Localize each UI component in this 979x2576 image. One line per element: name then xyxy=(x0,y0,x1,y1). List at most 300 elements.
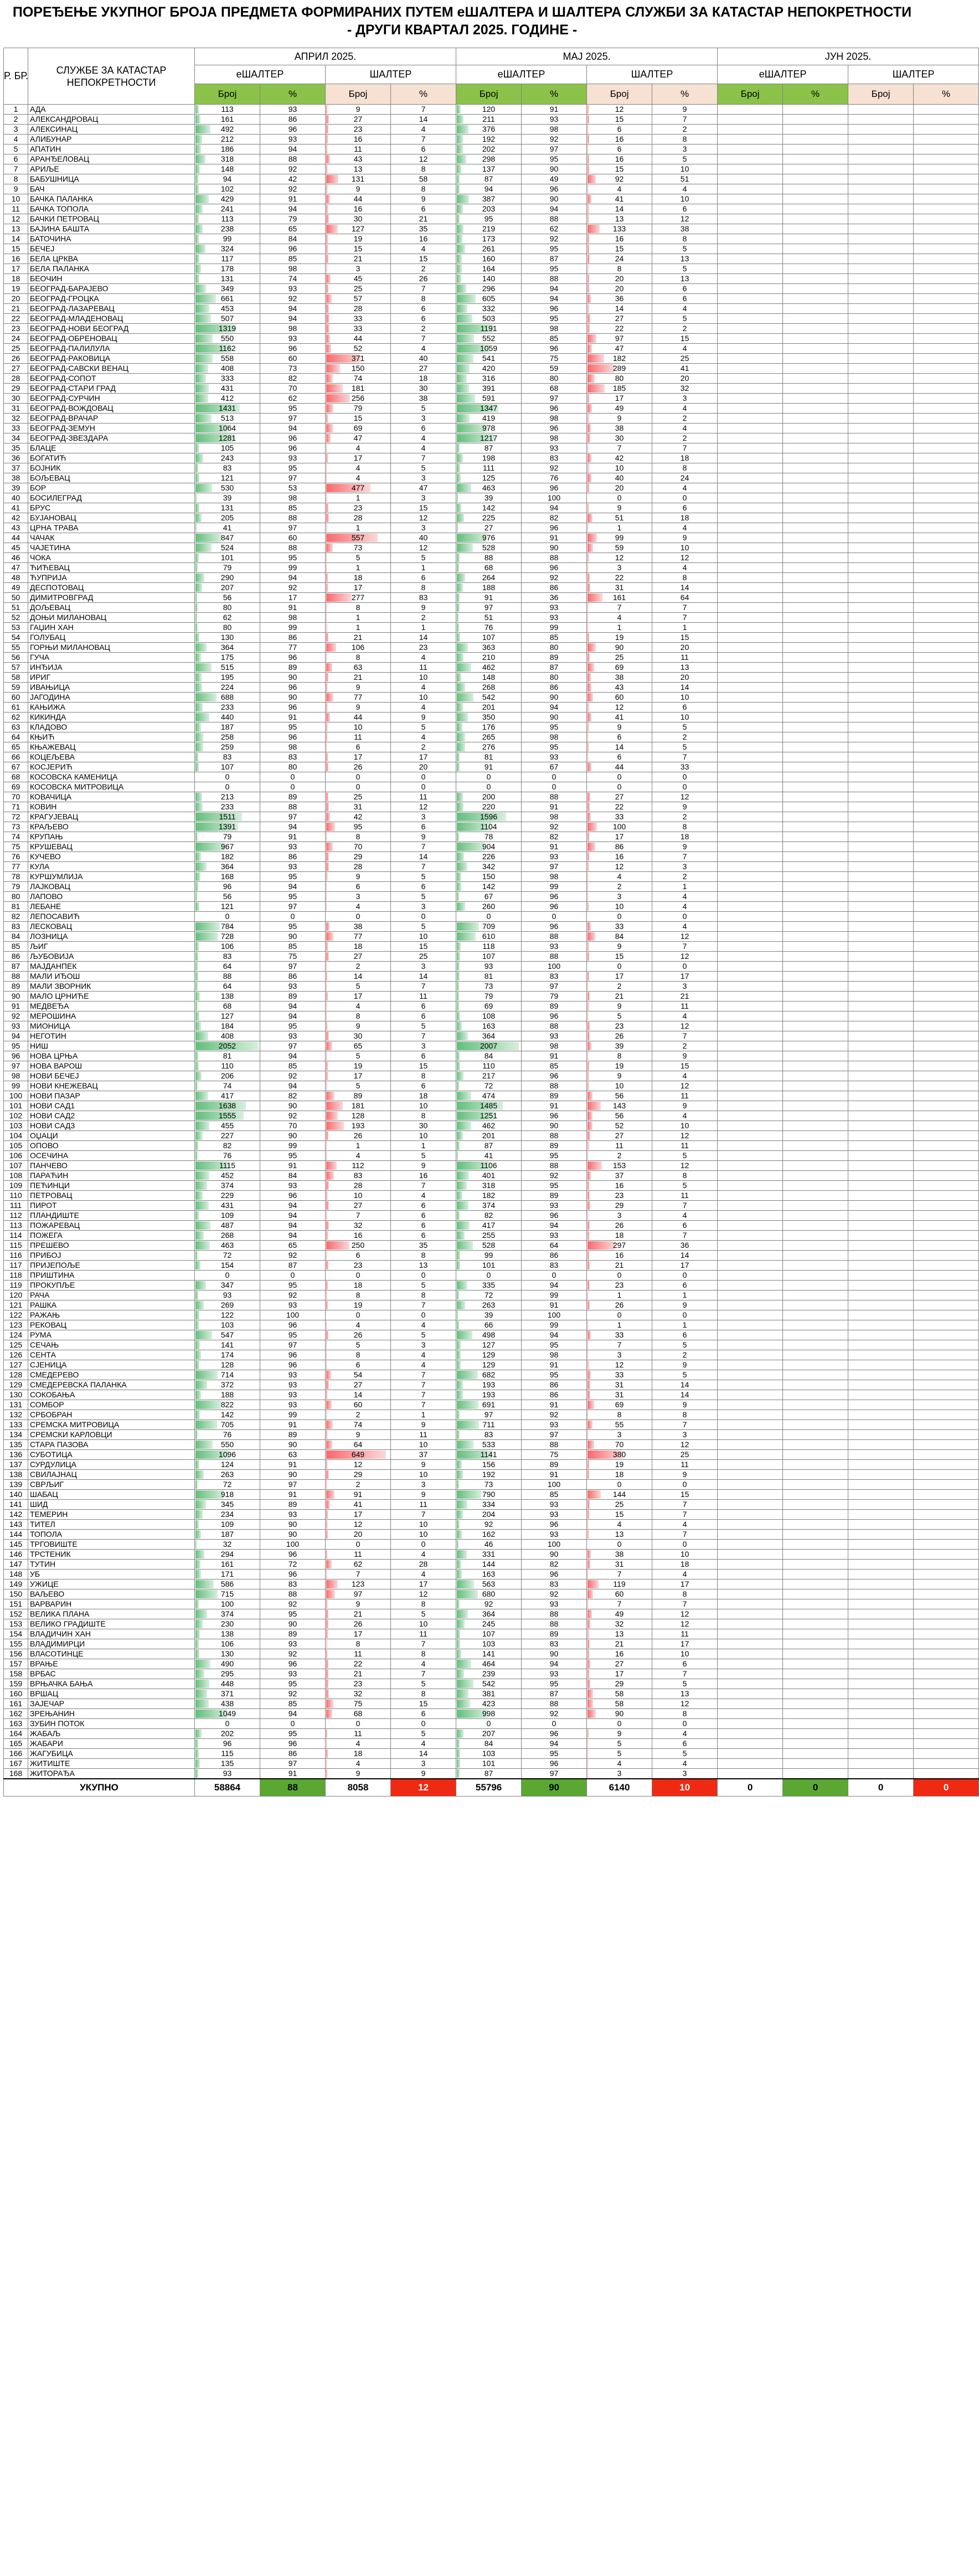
jun-eshalter-count xyxy=(718,284,783,294)
count-value: 83 xyxy=(484,1430,493,1439)
jun-shalter-count xyxy=(848,583,914,593)
may-shalter-pct: 11 xyxy=(652,1460,718,1470)
eshalter-databar xyxy=(195,235,199,243)
may-eshalter-pct: 94 xyxy=(522,204,587,214)
eshalter-databar xyxy=(457,1291,459,1299)
may-eshalter-pct: 99 xyxy=(522,1320,587,1330)
row-number: 153 xyxy=(4,1619,28,1629)
table-row xyxy=(4,1579,979,1589)
eshalter-databar xyxy=(457,1201,468,1210)
shalter-databar xyxy=(588,1301,590,1309)
apr-shalter-pct: 9 xyxy=(391,1490,456,1500)
shalter-databar xyxy=(326,394,350,402)
jun-shalter-pct xyxy=(914,1161,979,1171)
count-value: 80 xyxy=(223,623,232,632)
may-shalter-pct: 4 xyxy=(652,1570,718,1579)
apr-eshalter-pct: 93 xyxy=(260,1400,326,1410)
shalter-databar xyxy=(588,1530,589,1539)
count-value: 5 xyxy=(617,1749,622,1758)
apr-eshalter-count xyxy=(195,274,260,284)
apr-shalter-pct: 8 xyxy=(391,294,456,304)
may-shalter-pct: 5 xyxy=(652,1151,718,1161)
jun-eshalter-count xyxy=(718,1410,783,1420)
eshalter-databar xyxy=(195,454,203,462)
service-name: ЗУБИН ПОТОК xyxy=(28,1719,195,1729)
may-eshalter-count xyxy=(456,613,522,623)
shalter-databar xyxy=(326,1680,328,1688)
may-shalter-pct: 18 xyxy=(652,453,718,463)
apr-shalter-count xyxy=(326,952,391,962)
apr-shalter-count xyxy=(326,1011,391,1021)
table-row xyxy=(4,842,979,852)
jun-shalter-pct xyxy=(914,1330,979,1340)
may-eshalter-pct: 97 xyxy=(522,394,587,404)
count-value: 9 xyxy=(355,1769,360,1778)
jun-shalter-count xyxy=(848,1281,914,1290)
may-shalter-pct: 41 xyxy=(652,364,718,374)
count-value: 13 xyxy=(615,1629,624,1638)
eshalter-databar xyxy=(195,215,199,223)
shalter-databar xyxy=(588,863,589,871)
apr-eshalter-pct: 99 xyxy=(260,563,326,573)
shalter-databar xyxy=(588,295,591,303)
count-value: 9 xyxy=(617,942,622,951)
may-shalter-count xyxy=(587,1310,652,1320)
apr-shalter-count xyxy=(326,1729,391,1739)
eshalter-databar xyxy=(195,1291,198,1299)
count-value: 220 xyxy=(482,802,496,811)
count-value: 1096 xyxy=(218,1450,236,1459)
jun-shalter-pct xyxy=(914,1151,979,1161)
eshalter-databar xyxy=(457,663,471,672)
apr-shalter-count xyxy=(326,972,391,982)
eshalter-databar xyxy=(195,1132,203,1140)
eshalter-databar xyxy=(457,1560,461,1568)
eshalter-databar xyxy=(457,285,466,293)
jun-shalter-count xyxy=(848,1550,914,1560)
table-row xyxy=(4,1350,979,1360)
count-value: 62 xyxy=(223,613,232,622)
shalter-databar xyxy=(588,314,590,323)
apr-eshalter-pct: 93 xyxy=(260,862,326,872)
may-shalter-pct: 13 xyxy=(652,663,718,673)
may-eshalter-pct: 100 xyxy=(522,1310,587,1320)
may-shalter-count xyxy=(587,1440,652,1450)
count-value: 103 xyxy=(220,1320,234,1329)
count-value: 8 xyxy=(617,1410,622,1419)
row-number: 39 xyxy=(4,483,28,493)
apr-shalter-count xyxy=(326,802,391,812)
may-shalter-count xyxy=(587,623,652,633)
jun-shalter-pct xyxy=(914,1609,979,1619)
shalter-databar xyxy=(588,285,589,293)
count-value: 148 xyxy=(220,164,234,173)
count-value: 213 xyxy=(220,792,234,801)
apr-shalter-count xyxy=(326,204,391,214)
apr-eshalter-pct: 88 xyxy=(260,513,326,523)
apr-eshalter-count xyxy=(195,294,260,304)
jun-eshalter-pct xyxy=(783,1340,848,1350)
jun-eshalter-pct xyxy=(783,822,848,832)
apr-shalter-count xyxy=(326,214,391,224)
apr-shalter-pct: 7 xyxy=(391,1300,456,1310)
table-row xyxy=(4,1599,979,1609)
eshalter-databar xyxy=(195,1371,218,1379)
apr-shalter-count xyxy=(326,1051,391,1061)
jun-shalter-pct xyxy=(914,1530,979,1540)
count-value: 11 xyxy=(354,1729,362,1738)
count-value: 200 xyxy=(482,792,496,801)
jun-shalter-pct xyxy=(914,354,979,364)
may-shalter-pct: 6 xyxy=(652,1739,718,1749)
apr-eshalter-count xyxy=(195,164,260,174)
may-eshalter-count xyxy=(456,762,522,772)
count-value: 289 xyxy=(612,364,626,373)
count-value: 408 xyxy=(220,1031,234,1040)
may-shalter-count xyxy=(587,1530,652,1540)
count-value: 46 xyxy=(484,1540,493,1548)
jun-shalter-pct xyxy=(914,1570,979,1579)
eshalter-databar xyxy=(457,444,460,452)
may-eshalter-pct: 94 xyxy=(522,1739,587,1749)
may-shalter-count xyxy=(587,972,652,982)
apr-eshalter-count xyxy=(195,1211,260,1221)
row-number: 104 xyxy=(4,1131,28,1141)
service-name: КЊАЖЕВАЦ xyxy=(28,742,195,752)
jun-eshalter-pct xyxy=(783,324,848,334)
count-value: 32 xyxy=(223,1540,232,1548)
may-eshalter-count xyxy=(456,772,522,782)
may-shalter-count xyxy=(587,344,652,354)
jun-eshalter-pct xyxy=(783,374,848,384)
shalter-databar xyxy=(588,1710,596,1718)
totals-label: УКУПНО xyxy=(4,1779,195,1797)
jun-eshalter-count xyxy=(718,174,783,184)
jun-shalter-pct xyxy=(914,653,979,663)
count-value: 20 xyxy=(615,284,624,293)
may-eshalter-count xyxy=(456,354,522,364)
service-name: ВРЊАЧКА БАЊА xyxy=(28,1679,195,1689)
may-shalter-pct: 6 xyxy=(652,703,718,713)
shalter-databar xyxy=(326,544,333,552)
apr-shalter-pct: 4 xyxy=(391,344,456,354)
apr-eshalter-count xyxy=(195,194,260,204)
shalter-databar xyxy=(588,404,592,412)
jun-eshalter-count xyxy=(718,1211,783,1221)
shalter-databar xyxy=(588,942,589,951)
eshalter-databar xyxy=(195,364,208,373)
jun-shalter-count xyxy=(848,1609,914,1619)
eshalter-databar xyxy=(195,414,212,422)
service-name: ИВАЊИЦА xyxy=(28,683,195,693)
count-value: 550 xyxy=(220,334,234,343)
apr-shalter-pct: 17 xyxy=(391,1579,456,1589)
jun-shalter-count xyxy=(848,782,914,792)
count-value: 1 xyxy=(617,1320,622,1329)
may-eshalter-pct: 94 xyxy=(522,503,587,513)
may-shalter-pct: 12 xyxy=(652,1619,718,1629)
count-value: 18 xyxy=(615,1470,624,1479)
may-eshalter-pct: 86 xyxy=(522,1390,587,1400)
service-name: ЉУБОВИЈА xyxy=(28,952,195,962)
count-value: 203 xyxy=(482,204,496,213)
count-value: 187 xyxy=(220,722,234,731)
apr-eshalter-count xyxy=(195,1241,260,1251)
apr-shalter-count xyxy=(326,1560,391,1570)
count-value: 408 xyxy=(220,364,234,373)
may-eshalter-count xyxy=(456,1121,522,1131)
table-row xyxy=(4,1390,979,1400)
shalter-databar xyxy=(588,1371,591,1379)
jun-shalter-pct xyxy=(914,334,979,344)
apr-shalter-pct: 40 xyxy=(391,354,456,364)
count-value: 23 xyxy=(353,1679,363,1688)
jun-eshalter-count xyxy=(718,1699,783,1709)
may-shalter-pct: 12 xyxy=(652,1440,718,1450)
table-row xyxy=(4,1141,979,1151)
count-value: 55 xyxy=(615,1420,624,1429)
apr-eshalter-pct: 75 xyxy=(260,952,326,962)
apr-eshalter-pct: 95 xyxy=(260,1151,326,1161)
count-value: 374 xyxy=(220,1181,234,1190)
apr-eshalter-count xyxy=(195,742,260,752)
shalter-databar xyxy=(326,1620,328,1628)
may-shalter-pct: 2 xyxy=(652,414,718,424)
eshalter-databar xyxy=(195,185,199,193)
count-value: 31 xyxy=(615,583,624,592)
shalter-databar xyxy=(588,354,604,363)
jun-eshalter-pct xyxy=(783,1699,848,1709)
shalter-databar xyxy=(588,593,602,602)
count-value: 541 xyxy=(482,354,496,363)
jun-shalter-pct xyxy=(914,1041,979,1051)
apr-eshalter-pct: 82 xyxy=(260,1091,326,1101)
eshalter-databar xyxy=(457,1769,460,1778)
may-shalter-count xyxy=(587,394,652,404)
jun-eshalter-count xyxy=(718,1251,783,1261)
may-eshalter-pct: 88 xyxy=(522,1131,587,1141)
apr-eshalter-count xyxy=(195,1430,260,1440)
shalter-databar xyxy=(588,115,589,123)
count-value: 100 xyxy=(220,1599,234,1608)
may-shalter-count xyxy=(587,1061,652,1071)
table-row xyxy=(4,962,979,972)
count-value: 87 xyxy=(484,443,493,452)
may-eshalter-pct: 88 xyxy=(522,1609,587,1619)
may-eshalter-count xyxy=(456,503,522,513)
jun-eshalter-pct xyxy=(783,1181,848,1191)
service-name: СМЕДЕРЕВО xyxy=(28,1370,195,1380)
shalter-databar xyxy=(588,235,589,243)
count-value: 102 xyxy=(220,184,234,193)
count-value: 154 xyxy=(220,1261,234,1269)
count-value: 333 xyxy=(220,374,234,383)
may-shalter-pct: 12 xyxy=(652,1131,718,1141)
count-value: 193 xyxy=(482,1390,496,1399)
apr-shalter-pct: 7 xyxy=(391,1510,456,1520)
may-shalter-pct: 36 xyxy=(652,1241,718,1251)
apr-eshalter-count xyxy=(195,174,260,184)
may-shalter-count xyxy=(587,633,652,643)
jun-eshalter-pct xyxy=(783,1061,848,1071)
row-number: 107 xyxy=(4,1161,28,1171)
apr-shalter-count xyxy=(326,762,391,772)
shalter-databar xyxy=(326,1082,327,1090)
count-value: 173 xyxy=(482,234,496,243)
count-value: 76 xyxy=(223,1430,232,1439)
apr-shalter-pct: 3 xyxy=(391,902,456,912)
may-eshalter-pct: 93 xyxy=(522,1231,587,1241)
eshalter-databar xyxy=(457,1680,473,1688)
may-eshalter-pct: 89 xyxy=(522,1002,587,1011)
jun-eshalter-pct xyxy=(783,892,848,902)
eshalter-databar xyxy=(195,175,198,183)
may-eshalter-pct: 0 xyxy=(522,912,587,922)
count-value: 503 xyxy=(482,314,496,323)
count-value: 9 xyxy=(617,1729,622,1738)
shalter-databar xyxy=(326,743,327,751)
jun-shalter-pct xyxy=(914,533,979,543)
apr-eshalter-pct: 74 xyxy=(260,274,326,284)
table-row xyxy=(4,473,979,483)
jun-shalter-pct xyxy=(914,703,979,713)
apr-eshalter-count xyxy=(195,105,260,115)
eshalter-databar xyxy=(195,1191,203,1200)
may-shalter-count xyxy=(587,992,652,1002)
row-number: 95 xyxy=(4,1041,28,1051)
jun-shalter-pct xyxy=(914,1340,979,1350)
service-name: ЖАБАЉ xyxy=(28,1729,195,1739)
jun-eshalter-pct xyxy=(783,1011,848,1021)
jun-shalter-count xyxy=(848,344,914,354)
may-eshalter-count xyxy=(456,842,522,852)
jun-shalter-pct xyxy=(914,1769,979,1779)
may-eshalter-count xyxy=(456,1609,522,1619)
eshalter-databar xyxy=(195,115,200,123)
count-value: 91 xyxy=(484,593,493,602)
jun-eshalter-count xyxy=(718,1480,783,1490)
count-value: 176 xyxy=(482,722,496,731)
apr-eshalter-pct: 85 xyxy=(260,254,326,264)
apr-eshalter-count xyxy=(195,1510,260,1520)
apr-shalter-pct: 5 xyxy=(391,872,456,882)
may-shalter-count xyxy=(587,693,652,703)
may-shalter-pct: 4 xyxy=(652,1211,718,1221)
jun-eshalter-count xyxy=(718,404,783,414)
jun-shalter-count xyxy=(848,473,914,483)
apr-shalter-count xyxy=(326,1579,391,1589)
jun-eshalter-pct xyxy=(783,1659,848,1669)
jun-eshalter-pct xyxy=(783,1161,848,1171)
row-number: 150 xyxy=(4,1589,28,1599)
header-eshalter-june: еШАЛТЕР xyxy=(718,65,848,84)
apr-eshalter-count xyxy=(195,922,260,932)
row-number: 47 xyxy=(4,563,28,573)
apr-shalter-count xyxy=(326,1131,391,1141)
table-row xyxy=(4,1121,979,1131)
count-value: 26 xyxy=(615,1300,624,1309)
table-row xyxy=(4,942,979,952)
count-value: 144 xyxy=(612,1490,626,1499)
may-eshalter-count xyxy=(456,1171,522,1181)
row-number: 90 xyxy=(4,992,28,1002)
may-eshalter-pct: 92 xyxy=(522,822,587,832)
jun-shalter-pct xyxy=(914,1191,979,1201)
table-row xyxy=(4,1480,979,1490)
count-value: 1 xyxy=(617,623,622,632)
may-eshalter-count xyxy=(456,244,522,254)
total-jun-s-pct: 0 xyxy=(914,1779,979,1797)
apr-shalter-count xyxy=(326,992,391,1002)
jun-shalter-count xyxy=(848,892,914,902)
count-value: 39 xyxy=(484,1310,493,1319)
table-row xyxy=(4,772,979,782)
count-value: 448 xyxy=(220,1679,234,1688)
shalter-databar xyxy=(588,1092,592,1100)
apr-shalter-count xyxy=(326,473,391,483)
count-value: 56 xyxy=(223,593,232,602)
eshalter-databar xyxy=(457,1590,478,1598)
apr-eshalter-pct: 42 xyxy=(260,174,326,184)
row-number: 43 xyxy=(4,523,28,533)
apr-eshalter-pct: 97 xyxy=(260,1041,326,1051)
shalter-databar xyxy=(588,1690,593,1698)
row-number: 143 xyxy=(4,1520,28,1530)
shalter-databar xyxy=(588,474,591,482)
may-shalter-pct: 17 xyxy=(652,1261,718,1271)
apr-eshalter-pct: 95 xyxy=(260,1330,326,1340)
jun-eshalter-count xyxy=(718,374,783,384)
may-shalter-pct: 13 xyxy=(652,274,718,284)
may-shalter-count xyxy=(587,892,652,902)
jun-shalter-pct xyxy=(914,1281,979,1290)
shalter-databar xyxy=(326,1361,327,1369)
shalter-databar xyxy=(326,574,328,582)
apr-eshalter-count xyxy=(195,603,260,613)
service-name: ОЏАЦИ xyxy=(28,1131,195,1141)
count-value: 0 xyxy=(225,782,230,791)
count-value: 81 xyxy=(223,1051,232,1060)
count-value: 1319 xyxy=(218,324,236,333)
service-name: ПРЕШЕВО xyxy=(28,1241,195,1251)
jun-shalter-count xyxy=(848,354,914,364)
apr-shalter-pct: 4 xyxy=(391,125,456,135)
may-eshalter-pct: 93 xyxy=(522,603,587,613)
row-number: 146 xyxy=(4,1550,28,1560)
apr-shalter-pct: 27 xyxy=(391,364,456,374)
shalter-databar xyxy=(588,1421,592,1429)
jun-eshalter-count xyxy=(718,204,783,214)
jun-eshalter-pct xyxy=(783,105,848,115)
count-value: 0 xyxy=(225,912,230,921)
apr-eshalter-pct: 89 xyxy=(260,792,326,802)
may-shalter-count xyxy=(587,1091,652,1101)
count-value: 109 xyxy=(220,1520,234,1529)
service-name: ДИМИТРОВГРАД xyxy=(28,593,195,603)
service-name: БЕЧЕЈ xyxy=(28,244,195,254)
shalter-databar xyxy=(326,474,327,482)
may-shalter-pct: 5 xyxy=(652,722,718,732)
may-shalter-pct: 9 xyxy=(652,802,718,812)
jun-shalter-count xyxy=(848,822,914,832)
may-eshalter-count xyxy=(456,154,522,164)
eshalter-databar xyxy=(195,1341,200,1349)
jun-shalter-count xyxy=(848,553,914,563)
jun-shalter-pct xyxy=(914,174,979,184)
may-shalter-count xyxy=(587,443,652,453)
row-number: 15 xyxy=(4,244,28,254)
shalter-databar xyxy=(588,1590,593,1598)
